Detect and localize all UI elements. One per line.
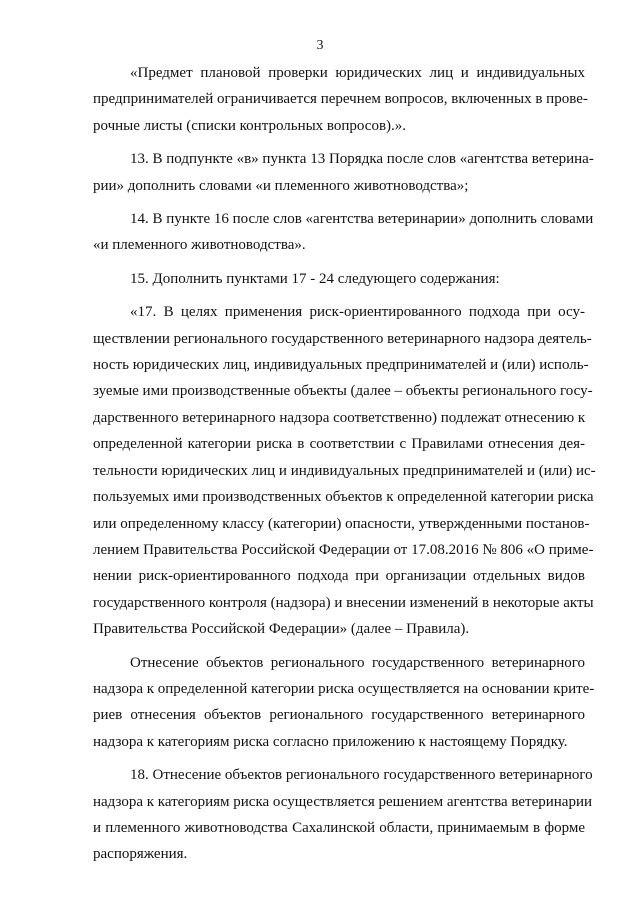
text-line: и племенного животноводства Сахалинской области, принимаемым в форме [93,819,585,836]
text-line: риев отнесения объектов регионального государственного ветеринарного [93,707,585,724]
text-line: надзора к категориям риска согласно приложению к настоящему Порядку. [93,733,568,750]
paragraph-gap [93,139,585,146]
text-line: «Предмет плановой проверки юридических лиц и индивидуальных [130,65,585,81]
text-line: ность юридических лиц, индивидуальных предпринимателей и (или) исполь- [93,357,589,374]
text-line: определенной категории риска в соответствии с Правилами отнесения дея- [93,436,585,453]
text-line: 15. Дополнить пунктами 17 - 24 следующего содержания: [130,270,500,287]
text-line: «17. В целях применения риск-ориентированного подхода при осу- [130,304,585,321]
text-line: «и племенного животноводства». [93,237,306,254]
paragraph [93,206,594,259]
text-line: пользуемых ими производственных объектов к определенной категории риска [93,489,594,506]
text-line: надзора к определенной категории риска осуществляется на основании крите- [93,680,595,697]
text-line: рии» дополнить словами «и племенного животноводства»; [93,177,469,194]
text-line: рочные листы (списки контрольных вопросов).». [93,117,407,134]
text-line: дарственного ветеринарного надзора соответственно) подлежат отнесению к [93,409,586,426]
paragraph [93,299,596,642]
paragraph [93,650,595,756]
text-line: 14. В пункте 16 после слов «агентства ветеринарии» дополнить словами [130,211,594,228]
paragraph [93,762,593,868]
text-line: Отнесение объектов регионального государственного ветеринарного [130,654,585,671]
paragraph [93,60,588,139]
text-line: ществлении регионального государственного ветеринарного надзора деятель- [93,330,592,347]
text-line: государственного контроля (надзора) и внесении изменений в некоторые акты [93,594,594,611]
text-line: 18. Отнесение объектов регионального государственного ветеринарного [130,767,593,784]
text-line: лением Правительства Российской Федерации от 17.08.2016 № 806 «О приме- [93,541,594,558]
paragraph-gap [93,755,585,762]
text-line: зуемые ими производственные объекты (далее – объекты регионального госу- [93,383,593,400]
paragraph [93,146,594,199]
text-line: распоряжения. [93,846,188,863]
text-line: надзора к категориям риска осуществляется решением агентства ветеринарии [93,793,593,810]
text-line: предпринимателей ограничивается перечнем вопросов, включенных в прове- [93,91,588,108]
document-body [93,60,596,868]
paragraph [93,266,585,292]
text-line: Правительства Российской Федерации» (далее – Правила). [93,621,470,638]
paragraph-gap [93,199,585,206]
text-line: или определенному классу (категории) опасности, утвержденными постанов- [93,515,590,532]
text-line: 13. В подпункте «в» пункта 13 Порядка после слов «агентства ветерина- [130,151,594,168]
paragraph-gap [93,259,585,266]
paragraph-gap [93,292,585,299]
paragraph-gap [93,643,585,650]
text-line: нении риск-ориентированного подхода при организации отдельных видов [93,568,585,585]
page-number: 3 [316,38,324,53]
text-line: тельности юридических лиц и индивидуальных предпринимателей и (или) ис- [93,462,596,479]
